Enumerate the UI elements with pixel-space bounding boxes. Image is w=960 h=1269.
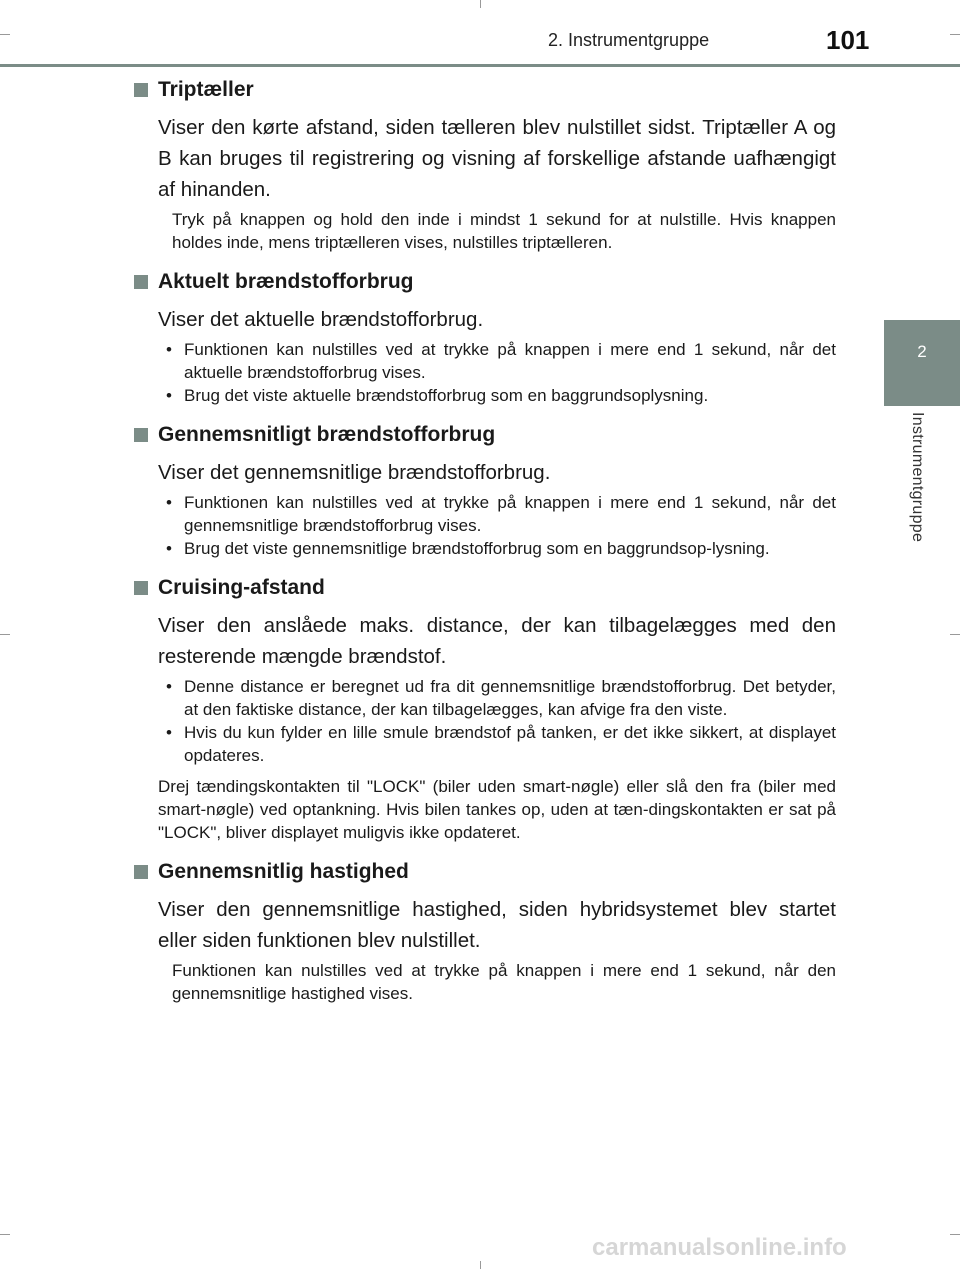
section-heading xyxy=(134,268,836,296)
section-lead: Viser den anslåede maks. distance, der kan tilbagelægges med den resterende mængde brændstof. xyxy=(158,614,836,668)
crop-mark-mid-right xyxy=(950,634,960,635)
crop-mark-bottom-left xyxy=(0,1234,10,1235)
crop-mark-bottom-center xyxy=(480,1261,481,1269)
bullet-list xyxy=(164,338,836,407)
page-number: 101 xyxy=(826,25,870,55)
crop-mark-top-left xyxy=(0,34,10,35)
bullet-list xyxy=(164,675,836,767)
section-cruising-afstand xyxy=(134,574,836,844)
square-bullet-icon xyxy=(134,83,148,97)
section-note: Tryk på knappen og hold den inde i mindst 1 sekund for at nulstille. Hvis knappen holdes inde, mens triptælleren vises, nulstilles triptælleren. xyxy=(172,210,836,252)
list-item: • Denne distance er beregnet ud fra dit gennemsnitlige brændstofforbrug. Det betyder, at den faktiske distance, der kan tilbagelægges, kan afvige fra den viste. xyxy=(164,675,836,721)
square-bullet-icon xyxy=(134,865,148,879)
section-lead: Viser det gennemsnitlige brændstofforbrug. xyxy=(158,461,551,484)
chapter-label: Instrumentgruppe xyxy=(909,412,926,543)
section-title: Aktuelt brændstofforbrug xyxy=(158,270,414,293)
watermark: carmanualsonline.info xyxy=(592,1234,847,1261)
crop-mark-top-right xyxy=(950,34,960,35)
section-title: Cruising-afstand xyxy=(158,576,325,599)
section-heading xyxy=(134,76,836,104)
square-bullet-icon xyxy=(134,581,148,595)
section-lead: Viser den kørte afstand, siden tælleren blev nulstillet sidst. Triptæller A og B kan bruges til registrering og visning af forskellige afstande uafhængigt af hinanden. xyxy=(158,116,836,201)
section-aktuelt-braendstofforbrug xyxy=(134,268,836,407)
section-triptaeller xyxy=(134,76,836,254)
section-lead: Viser det aktuelle brændstofforbrug. xyxy=(158,308,484,331)
crop-mark-top-center xyxy=(480,0,481,8)
main-content xyxy=(134,76,836,1005)
crop-mark-mid-left xyxy=(0,634,10,635)
bullet-list xyxy=(164,491,836,560)
running-head: 2. Instrumentgruppe xyxy=(548,30,710,50)
section-heading xyxy=(134,421,836,449)
section-note: Drej tændingskontakten til "LOCK" (biler uden smart-nøgle) eller slå den fra (biler med smart-nøgle) ved optankning. Hvis bilen tankes op, uden at tæn-dingskontakten er sat på "LOCK", bliver displayet muligvis ikke opdateret. xyxy=(158,777,836,842)
list-item: • Funktionen kan nulstilles ved at trykke på knappen i mere end 1 sekund, når det gennemsnitlige brændstofforbrug vises. xyxy=(164,491,836,537)
crop-mark-bottom-right xyxy=(950,1234,960,1235)
section-title: Gennemsnitligt brændstofforbrug xyxy=(158,423,496,446)
chapter-tab xyxy=(884,320,960,406)
list-item: • Hvis du kun fylder en lille smule brændstof på tanken, er det ikke sikkert, at displayet opdateres. xyxy=(164,721,836,767)
section-lead: Viser den gennemsnitlige hastighed, siden hybridsystemet blev startet eller siden funktionen blev nulstillet. xyxy=(158,898,836,952)
chapter-number: 2 xyxy=(917,342,927,361)
section-note: Funktionen kan nulstilles ved at trykke på knappen i mere end 1 sekund, når den gennemsnitlige hastighed vises. xyxy=(172,961,836,1003)
section-heading xyxy=(134,858,836,886)
list-item: • Brug det viste aktuelle brændstofforbrug som en baggrundsoplysning. xyxy=(164,384,836,407)
section-title: Triptæller xyxy=(158,78,254,101)
list-item: • Brug det viste gennemsnitlige brændstofforbrug som en baggrundsop-lysning. xyxy=(164,537,836,560)
list-item: • Funktionen kan nulstilles ved at trykke på knappen i mere end 1 sekund, når det aktuelle brændstofforbrug vises. xyxy=(164,338,836,384)
square-bullet-icon xyxy=(134,275,148,289)
section-gennemsnitligt-braendstofforbrug xyxy=(134,421,836,560)
header-rule xyxy=(0,64,960,67)
square-bullet-icon xyxy=(134,428,148,442)
section-title: Gennemsnitlig hastighed xyxy=(158,860,409,883)
section-gennemsnitlig-hastighed xyxy=(134,858,836,1005)
section-heading xyxy=(134,574,836,602)
